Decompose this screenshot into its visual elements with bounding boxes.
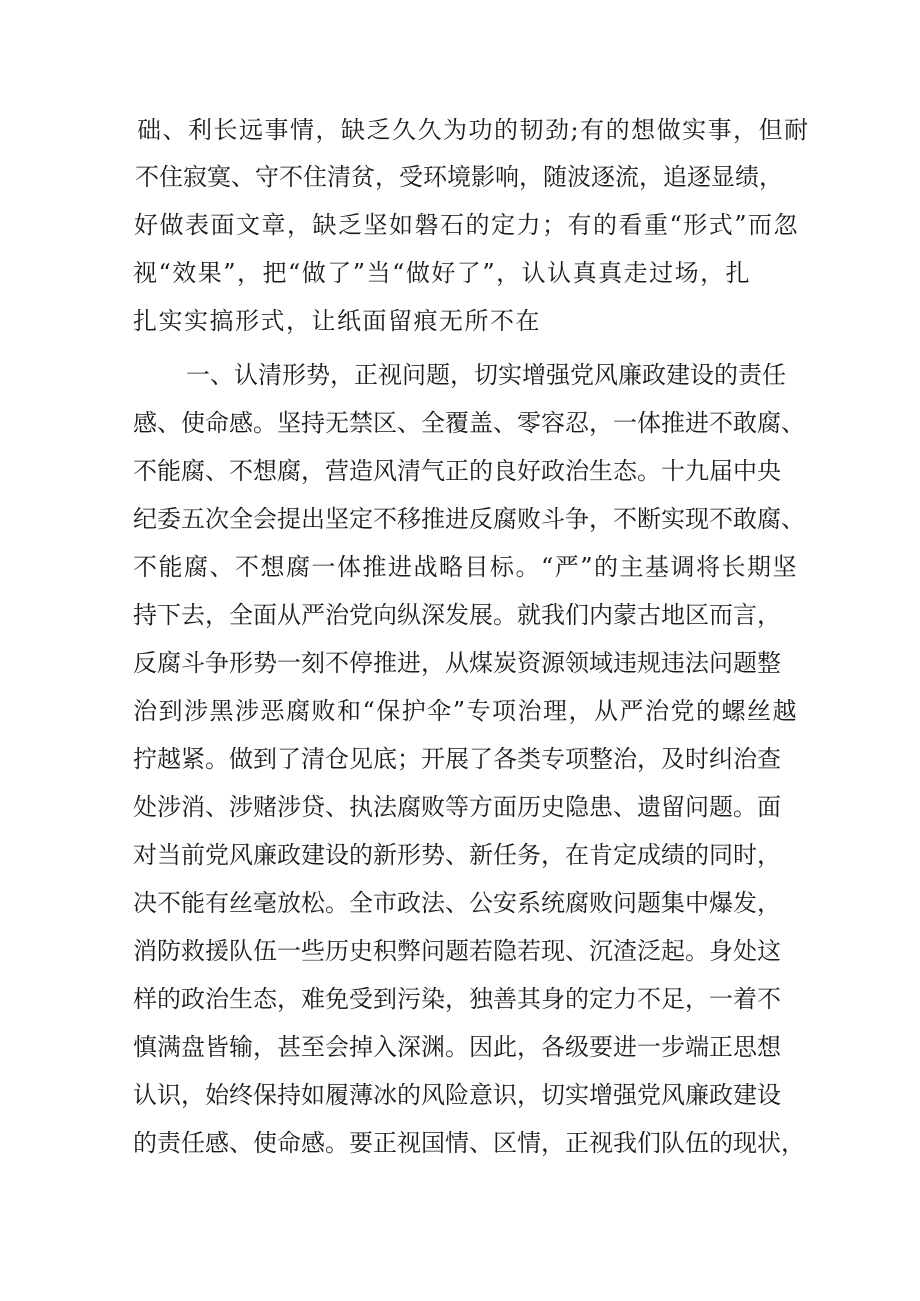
text-line: 的责任感、使命感。要正视国情、区情，正视我们队伍的现状， xyxy=(133,1129,805,1157)
text-line: 对当前党风廉政建设的新形势、新任务，在肯定成绩的同时， xyxy=(133,841,781,869)
text-line: 拧越紧。做到了清仓见底；开展了各类专项整治，及时纠治查 xyxy=(133,745,781,773)
text-line: 持下去，全面从严治党向纵深发展。就我们内蒙古地区而言， xyxy=(133,601,781,629)
text-line: 感、使命感。坚持无禁区、全覆盖、零容忍，一体推进不敢腐、 xyxy=(133,409,805,437)
text-line: 样的政治生态，难免受到污染，独善其身的定力不足，一着不 xyxy=(133,985,781,1013)
text-line: 消防救援队伍一些历史积弊问题若隐若现、沉渣泛起。身处这 xyxy=(133,937,781,965)
text-line: 扎实实搞形式，让纸面留痕无所不在 xyxy=(133,307,541,335)
text-line: 反腐斗争形势一刻不停推进，从煤炭资源领域违规违法问题整 xyxy=(133,649,781,677)
text-line: 纪委五次全会提出坚定不移推进反腐败斗争，不断实现不敢腐、 xyxy=(133,505,805,533)
text-line: 认识，始终保持如履薄冰的风险意识，切实增强党风廉政建设 xyxy=(133,1081,781,1109)
text-line: 好做表面文章，缺乏坚如磐石的定力；有的看重“形式”而忽 xyxy=(134,211,800,239)
text-line: 础、利长远事情，缺乏久久为功的韧劲;有的想做实事，但耐 xyxy=(137,116,810,144)
text-line: 视“效果”，把“做了”当“做好了”，认认真真走过场，扎 xyxy=(133,259,752,287)
text-line: 处涉消、涉赌涉贷、执法腐败等方面历史隐患、遗留问题。面 xyxy=(133,793,781,821)
text-line: 不能腐、不想腐一体推进战略目标。“严”的主基调将长期坚 xyxy=(133,553,799,581)
text-line: 不能腐、不想腐，营造风清气正的良好政治生态。十九届中央 xyxy=(133,457,781,485)
text-line: 不住寂寞、守不住清贫，受环境影响，随波逐流，追逐显绩， xyxy=(135,163,783,191)
text-line: 决不能有丝毫放松。全市政法、公安系统腐败问题集中爆发， xyxy=(133,889,781,917)
text-line: 治到涉黑涉恶腐败和“保护伞”专项治理，从严治党的螺丝越 xyxy=(133,697,799,725)
text-line: 慎满盘皆输，甚至会掉入深渊。因此，各级要进一步端正思想 xyxy=(133,1033,781,1061)
paragraph-first-line: 一、认清形势，正视问题，切实增强党风廉政建设的责任 xyxy=(186,361,786,389)
